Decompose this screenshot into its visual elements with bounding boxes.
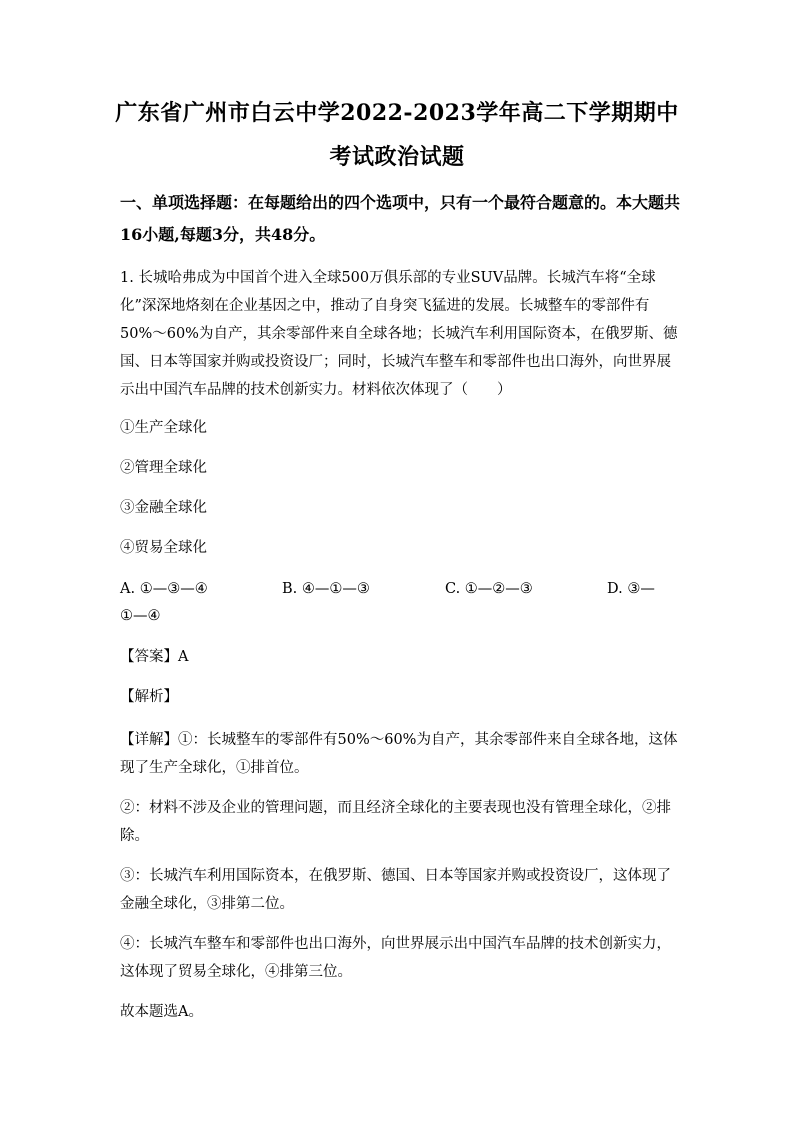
- question-item-2: ②管理全球化: [120, 460, 207, 476]
- answer-value: A: [178, 649, 189, 665]
- option-d-part2: ①—④: [120, 608, 161, 624]
- answer-line: [120, 647, 188, 667]
- option-b: B. ④—①—③: [282, 581, 370, 597]
- analysis-detail-label: 【详解】: [120, 732, 178, 748]
- analysis-paragraph-2: ②：材料不涉及企业的管理问题，而且经济全球化的主要表现也没有管理全球化，②排除。: [120, 800, 671, 844]
- analysis-paragraph-4: ④：长城汽车整车和零部件也出口海外，向世界展示出中国汽车品牌的技术创新实力，这体现了贸易全球化，④排第三位。: [120, 936, 671, 980]
- analysis-conclusion: 故本题选A。: [120, 1004, 203, 1020]
- analysis-detail-text: ①：长城整车的零部件有50%～60%为自产，其余零部件来自全球各地，这体现了生产全球化，①排首位。: [120, 732, 678, 776]
- option-a: A. ①—③—④: [120, 581, 208, 597]
- question-item-4: ④贸易全球化: [120, 540, 207, 556]
- answer-label: 【答案】: [120, 649, 178, 665]
- document-title-line1: 广东省广州市白云中学2022-2023学年高二下学期期中: [115, 100, 679, 126]
- question-stem: 1. 长城哈弗成为中国首个进入全球500万俱乐部的专业SUV品牌。长城汽车将“全球化”深深地烙刻在企业基因之中，推动了自身突飞猛进的发展。长城整车的零部件有50%～60%为自产，其余零部件来自全球各地；长城汽车利用国际资本，在俄罗斯、德国、日本等国家并购或投资设厂；同时，长城汽车整车和零部件也出口海外，向世界展示出中国汽车品牌的技术创新实力。材料依次体现了（ ）: [120, 270, 678, 398]
- analysis-heading: 【解析】: [120, 689, 178, 705]
- option-c: C. ①—②—③: [445, 581, 533, 597]
- question-item-1: ①生产全球化: [120, 420, 207, 436]
- analysis-paragraph-3: ③：长城汽车利用国际资本，在俄罗斯、德国、日本等国家并购或投资设厂，这体现了金融全球化，③排第二位。: [120, 868, 671, 912]
- document-title-line2: 考试政治试题: [329, 144, 465, 170]
- analysis-detail: [120, 726, 680, 782]
- question-item-3: ③金融全球化: [120, 500, 207, 516]
- option-d-part1: D. ③—: [607, 581, 655, 597]
- section-heading: 一、单项选择题：在每题给出的四个选项中，只有一个最符合题意的。本大题共16小题,每题3分，共48分。: [120, 193, 681, 244]
